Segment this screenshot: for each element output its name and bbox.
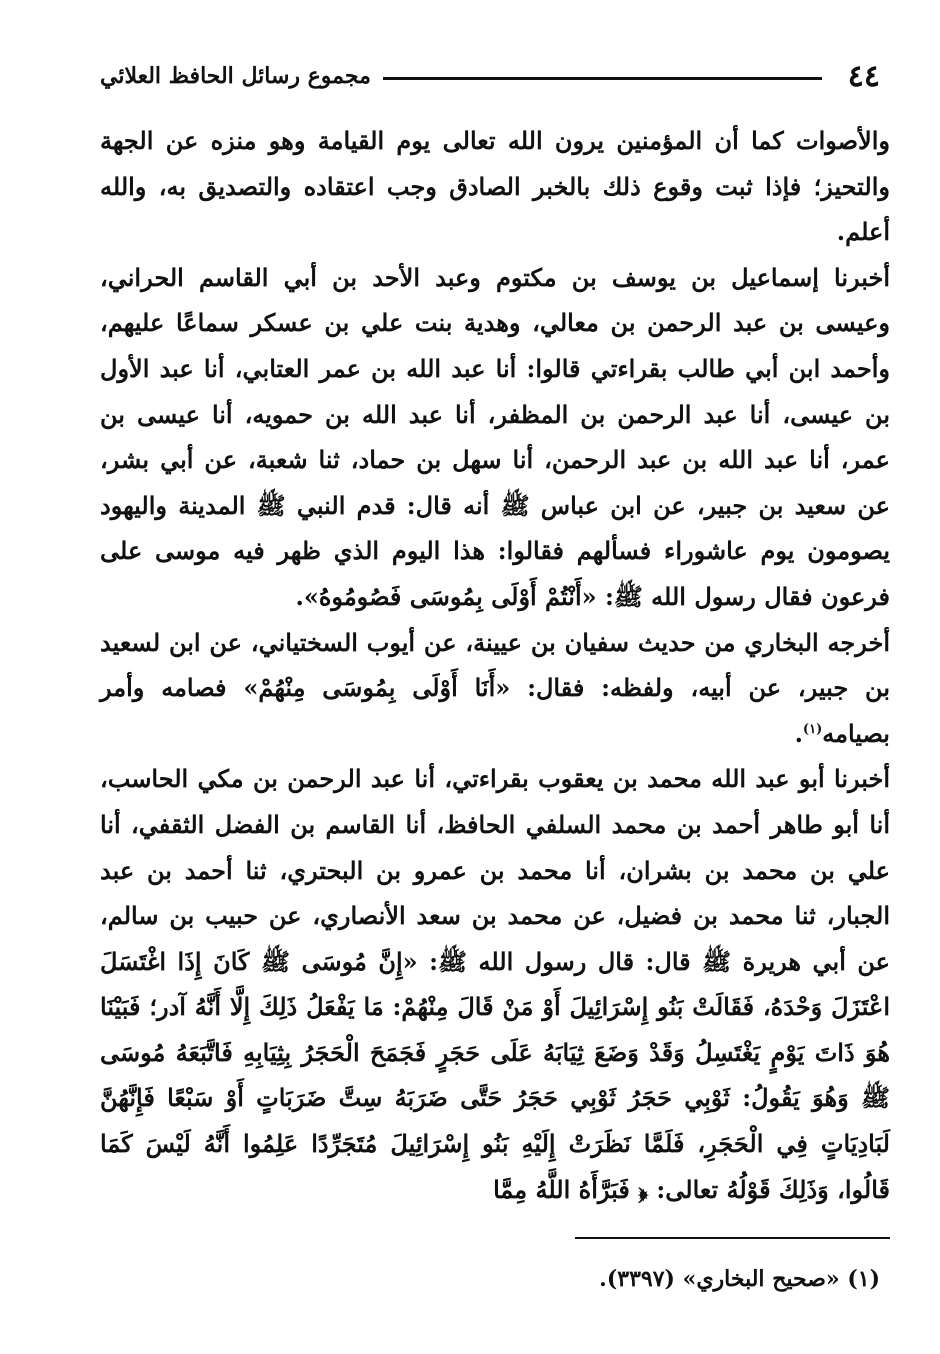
book-title: مجموع رسائل الحافظ العلائي: [100, 63, 371, 89]
main-text: [100, 118, 890, 1212]
footnote-divider: [575, 1237, 890, 1239]
header-rule: [383, 77, 822, 80]
footnote: (١) «صحيح البخاري» (٣٣٩٧).: [599, 1266, 880, 1292]
running-head: [100, 56, 880, 96]
page-number: ٤٤: [847, 58, 880, 94]
paragraph-2: أخبرنا إسماعيل بن يوسف بن مكتوم وعبد الأحد بن أبي القاسم الحراني، وعيسى بن عبد الرحمن بن معالي، وهدية بنت علي بن عسكر سماعًا عليهم، وأحمد ابن أبي طالب بقراءتي قالوا: أنا عبد الله بن عمر العتابي، أنا عبد الأول بن عيسى، أنا عبد الرحمن بن المظفر، أنا عبد الله بن حمويه، أنا عيسى بن عمر، أنا عبد الله بن عبد الرحمن، أنا سهل بن حماد، ثنا شعبة، عن أبي بشر، عن سعيد بن جبير، عن ابن عباس ﷺ أنه قال: قدم النبي ﷺ المدينة واليهود يصومون يوم عاشوراء فسألهم فقالوا: هذا اليوم الذي ظهر فيه موسى على فرعون فقال رسول الله ﷺ: «أَنْتُمْ أَوْلَى بِمُوسَى فَصُومُوهُ».: [100, 262, 890, 611]
paragraph-3: [100, 620, 890, 757]
paragraph-3-end: .: [794, 718, 803, 748]
paragraph-1: والأصوات كما أن المؤمنين يرون الله تعالى يوم القيامة وهو منزه عن الجهة والتحيز؛ فإذا ثبت وقوع ذلك بالخبر الصادق وجب اعتقاده والتصديق به، والله أعلم.: [100, 126, 890, 247]
footnote-reference: (١): [802, 721, 823, 737]
paragraph-4: أخبرنا أبو عبد الله محمد بن يعقوب بقراءتي، أنا عبد الرحمن بن مكي الحاسب، أنا أبو طاهر أحمد بن محمد السلفي الحافظ، أنا القاسم بن الفضل الثقفي، أنا علي بن محمد بن بشران، أنا محمد بن عمرو بن البحتري، ثنا أحمد بن عبد الجبار، ثنا محمد بن فضيل، عن محمد بن سعد الأنصاري، عن حبيب بن سالم، عن أبي هريرة ﷺ قال: قال رسول الله ﷺ: «إِنَّ مُوسَى ﷺ كَانَ إِذَا اغْتَسَلَ اعْتَزَلَ وَحْدَهُ، فَقَالَتْ بَنُو إِسْرَائِيلَ أَوْ مَنْ قَالَ مِنْهُمْ: مَا يَفْعَلُ ذَلِكَ إِلَّا أَنَّهُ آدر؛ فَبَيْنَا هُوَ ذَاتَ يَوْمٍ يَغْتَسِلُ وَقَدْ وَضَعَ ثِيَابَهُ عَلَى حَجَرٍ فَجَمَحَ الْحَجَرُ بِثِيَابِهِ فَاتَّبَعَهُ مُوسَى ﷺ وَهُوَ يَقُولُ: ثَوْبِي حَجَرُ ثَوْبِي حَجَرُ حَتَّى ضَرَبَهُ سِتَّ ضَرَبَاتٍ أَوْ سَبْعًا فَإِنَّهُنَّ لَبَادِيَاتٍ فِي الْحَجَرِ، فَلَمَّا نَظَرَتْ إِلَيْهِ بَنُو إِسْرَائِيلَ مُتَجَرِّدًا عَلِمُوا أَنَّهُ لَيْسَ كَمَا قَالُوا، وَذَلِكَ قَوْلُهُ تعالى: ﴿ فَبَرَّأَهُ اللَّهُ مِمَّا: [100, 764, 891, 1204]
paragraph-3-text: أخرجه البخاري من حديث سفيان بن عيينة، عن أيوب السختياني، عن ابن لسعيد بن جبير، عن أبيه، ولفظه: فقال: «أَنَا أَوْلَى بِمُوسَى مِنْهُمْ» فصامه وأمر بصيامه: [100, 627, 891, 748]
